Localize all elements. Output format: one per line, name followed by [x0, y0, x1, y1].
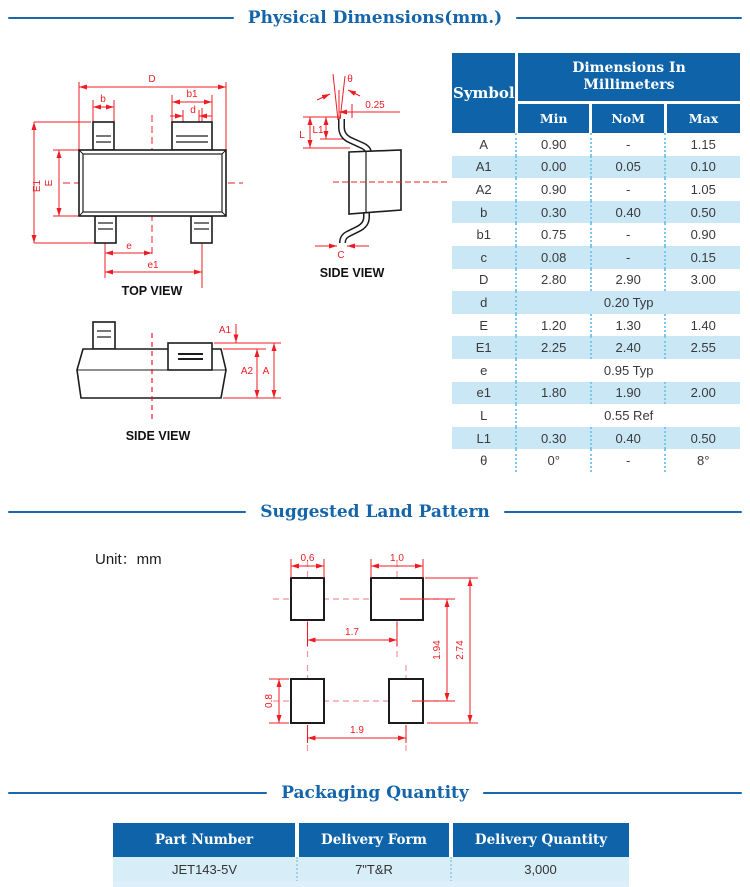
dim-label-L1: L1 [312, 125, 324, 136]
part-number-value: JET143-5V [113, 857, 297, 882]
dim-table-row [452, 359, 740, 382]
packaging-table [113, 823, 629, 882]
dim-table-cell: 0.55 Ref [516, 404, 740, 427]
dim-table-row [452, 449, 740, 472]
dim-table-cell: E [479, 317, 489, 333]
next-row-sliver [113, 881, 629, 887]
dim-table-cell: L1 [476, 430, 491, 446]
dim-label-b: b [100, 94, 106, 105]
max-column-header: Max [665, 103, 740, 134]
dim-table-row [452, 336, 740, 359]
dim-table-row [452, 427, 740, 450]
dim-label-C: C [337, 250, 345, 261]
dim-table-cell: - [591, 223, 666, 246]
dim-label-A1: A1 [218, 325, 232, 336]
dim-label-0-6: 0.6 [300, 553, 315, 564]
pad-bottom-left [291, 679, 324, 723]
dim-table-cell: - [591, 246, 666, 269]
dim-table-cell: 0.90 [516, 178, 591, 201]
dim-table-row [452, 156, 740, 179]
pad-top-left [291, 578, 324, 620]
dim-table-row [452, 201, 740, 224]
top-view-diagram [25, 60, 295, 305]
section-title-packaging: Packaging Quantity [281, 783, 469, 803]
header-rule-right [504, 511, 742, 513]
dim-table-cell: 0.08 [516, 246, 591, 269]
header-rule-left [8, 792, 267, 794]
section-header-land-pattern [8, 499, 742, 525]
header-rule-right [516, 17, 742, 19]
dim-table-cell: - [591, 449, 666, 472]
dim-table-cell: 2.40 [591, 336, 666, 359]
dim-table-cell: c [480, 249, 487, 265]
dim-table-row [452, 223, 740, 246]
dim-table-cell: 2.25 [516, 336, 591, 359]
dim-table-cell: 0° [516, 449, 591, 472]
dim-table-row [452, 291, 740, 314]
header-rule-left [8, 17, 234, 19]
packaging-header-row [113, 823, 629, 857]
min-column-header: Min [516, 103, 591, 134]
dimensions-table [452, 53, 740, 472]
dim-label-1-0: 1.0 [390, 553, 404, 564]
dim-table-cell: 3.00 [665, 269, 740, 292]
dim-label-1-7: 1.7 [345, 627, 359, 638]
dim-table-cell: 0.15 [665, 246, 740, 269]
dim-table-header-row [452, 53, 740, 103]
dim-table-cell: 8° [665, 449, 740, 472]
dim-label-e: e [126, 241, 132, 252]
top-view-caption: TOP VIEW [121, 284, 183, 298]
dim-table-cell: 0.20 Typ [516, 291, 740, 314]
dim-label-L: L [299, 130, 305, 141]
dim-label-2-74: 2.74 [455, 640, 466, 660]
dim-table-cell: 0.30 [516, 427, 591, 450]
dim-table-cell: 0.40 [591, 201, 666, 224]
dim-label-A: A [262, 366, 270, 377]
header-rule-left [8, 511, 246, 513]
dim-table-cell: 0.00 [516, 156, 591, 179]
dim-table-cell: A [479, 136, 489, 152]
section-header-packaging [8, 780, 742, 806]
packaging-data-row [113, 857, 629, 882]
dim-table-cell: 2.90 [591, 269, 666, 292]
dim-table-row [452, 314, 740, 337]
dim-table-cell: A2 [475, 181, 492, 197]
dim-table-cell: 1.15 [665, 133, 740, 156]
dim-table-cell: 2.00 [665, 382, 740, 405]
dim-label-e1: e1 [147, 260, 159, 271]
dim-table-cell: - [591, 178, 666, 201]
side-bottom-caption: SIDE VIEW [125, 429, 191, 443]
side-bottom-package-outline [77, 322, 226, 422]
nom-column-header: NoM [591, 103, 666, 134]
dim-label-theta: θ [347, 74, 353, 85]
part-number-header: Part Number [113, 823, 297, 857]
dim-table-cell: 1.05 [665, 178, 740, 201]
dim-label-d: d [190, 105, 196, 116]
delivery-form-value: 7"T&R [297, 857, 451, 882]
dim-table-cell: 0.50 [665, 427, 740, 450]
dim-label-0-8: 0.8 [264, 694, 275, 708]
side-view-right-diagram [295, 60, 455, 290]
dim-label-E1: E1 [32, 179, 43, 193]
section-title-land-pattern: Suggested Land Pattern [260, 502, 490, 522]
dim-table-cell: 0.90 [665, 223, 740, 246]
dim-table-cell: 0.50 [665, 201, 740, 224]
dim-label-1-9: 1.9 [350, 725, 364, 736]
section-title-physical-dimensions: Physical Dimensions(mm.) [247, 8, 503, 28]
dim-table-cell: - [591, 133, 666, 156]
dim-table-cell: e [480, 362, 488, 378]
dim-label-0-25: 0.25 [365, 100, 385, 111]
dim-table-row [452, 133, 740, 156]
dim-label-b1: b1 [186, 89, 198, 100]
dim-table-cell: 0.95 Typ [516, 359, 740, 382]
side-right-caption: SIDE VIEW [319, 266, 385, 280]
symbol-column-header: Symbol [452, 53, 516, 133]
land-pattern-diagram [255, 545, 490, 775]
dim-table-cell: 0.30 [516, 201, 591, 224]
dim-table-cell: θ [480, 453, 488, 469]
dim-label-1-94: 1.94 [432, 640, 443, 660]
dim-table-row [452, 178, 740, 201]
dim-table-cell: 0.75 [516, 223, 591, 246]
dim-table-row [452, 404, 740, 427]
dim-label-E: E [44, 179, 55, 187]
dim-table-cell: D [479, 272, 489, 288]
dim-table-cell: 1.20 [516, 314, 591, 337]
dim-table-cell: b1 [476, 227, 491, 243]
section-header-physical-dimensions [8, 5, 742, 31]
dim-table-cell: 1.90 [591, 382, 666, 405]
unit-label: Unit：mm [95, 551, 162, 568]
dim-table-cell: e1 [476, 385, 491, 401]
delivery-form-header: Delivery Form [297, 823, 451, 857]
dim-table-row [452, 269, 740, 292]
dim-table-cell: 1.80 [516, 382, 591, 405]
dim-table-cell: 0.10 [665, 156, 740, 179]
dim-table-cell: 1.30 [591, 314, 666, 337]
dim-label-A2: A2 [240, 366, 254, 377]
dimensions-group-header: Dimensions In Millimeters [516, 53, 740, 103]
dim-table-row [452, 246, 740, 269]
dim-table-cell: 1.40 [665, 314, 740, 337]
dim-table-cell: b [480, 204, 488, 220]
header-rule-right [483, 792, 742, 794]
dim-table-cell: 0.05 [591, 156, 666, 179]
dim-table-cell: A1 [475, 159, 492, 175]
dim-label-D: D [148, 74, 156, 85]
side-right-package-outline [333, 119, 447, 243]
dim-table-row [452, 382, 740, 405]
dim-table-cell: 2.80 [516, 269, 591, 292]
side-view-bottom-diagram [55, 300, 305, 450]
dim-table-cell: 0.90 [516, 133, 591, 156]
dim-table-cell: d [480, 294, 488, 310]
dim-table-cell: L [480, 407, 488, 423]
dim-table-cell: 0.40 [591, 427, 666, 450]
delivery-quantity-value: 3,000 [451, 857, 629, 882]
dim-table-cell: E1 [475, 340, 492, 356]
delivery-quantity-header: Delivery Quantity [451, 823, 629, 857]
dim-table-cell: 2.55 [665, 336, 740, 359]
